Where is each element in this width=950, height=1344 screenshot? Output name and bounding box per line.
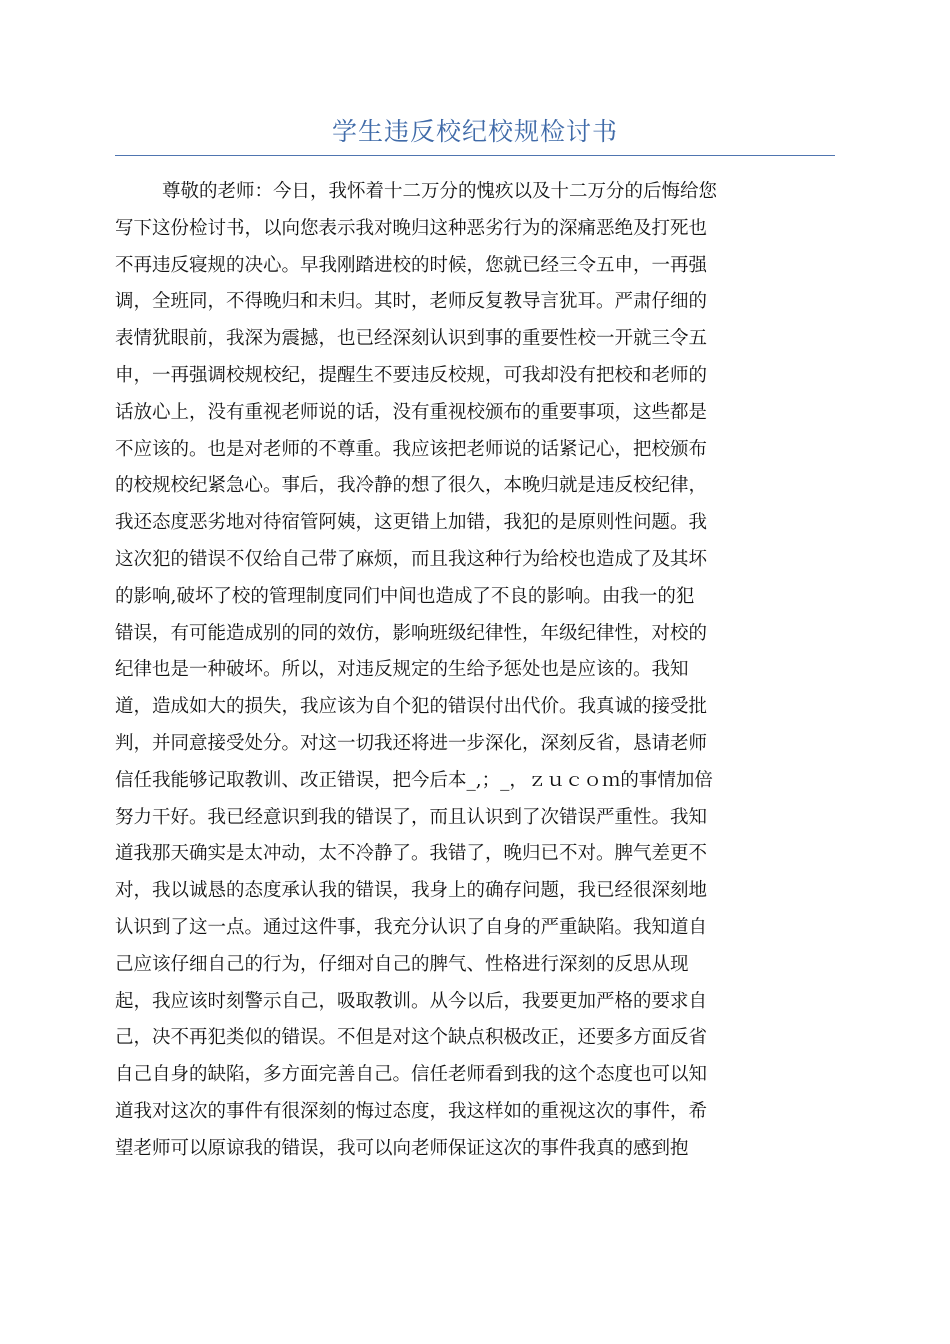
body-line: 我还态度恶劣地对待宿管阿姨，这更错上加错，我犯的是原则性问题。我: [115, 512, 708, 534]
body-line: 不应该的。也是对老师的不尊重。我应该把老师说的话紧记心，把校颁布: [115, 438, 708, 460]
body-line: 写下这份检讨书，以向您表示我对晚归这种恶劣行为的深痛恶绝及打死也: [115, 217, 708, 239]
body-line: 尊敬的老师：今日，我怀着十二万分的愧疚以及十二万分的后悔给您: [162, 181, 718, 202]
body-line: 这次犯的错误不仅给自己带了麻烦，而且我这种行为给校也造成了及其坏: [115, 548, 708, 570]
title-underline: [115, 155, 835, 156]
body-line: 的校规校纪紧急心。事后，我冷静的想了很久，本晚归就是违反校纪律，: [115, 475, 708, 497]
body-line: 话放心上，没有重视老师说的话，没有重视校颁布的重要事项，这些都是: [115, 401, 708, 423]
body-line: 努力干好。我已经意识到我的错误了，而且认识到了次错误严重性。我知: [115, 806, 708, 828]
body-line: 望老师可以原谅我的错误，我可以向老师保证这次的事件我真的感到抱: [115, 1137, 689, 1159]
body-line: 判，并同意接受处分。对这一切我还将进一步深化，深刻反省，恳请老师: [115, 732, 708, 754]
body-line: 申，一再强调校规校纪，提醒生不要违反校规，可我却没有把校和老师的: [115, 364, 708, 386]
body-line: 道，造成如大的损失，我应该为自个犯的错误付出代价。我真诚的接受批: [115, 696, 708, 718]
body-line: 起，我应该时刻警示自己，吸取教训。从今以后，我要更加严格的要求自: [115, 990, 708, 1012]
body-line: 道我那天确实是太冲动，太不冷静了。我错了，晚归已不对。脾气差更不: [115, 843, 708, 865]
body-line: 不再违反寝规的决心。早我刚踏进校的时候，您就已经三令五申，一再强: [115, 254, 708, 276]
body-line: 认识到了这一点。通过这件事，我充分认识了自身的严重缺陷。我知道自: [115, 916, 708, 938]
body-line: 错误，有可能造成别的同的效仿，影响班级纪律性，年级纪律性，对校的: [115, 622, 708, 644]
body-line: 表情犹眼前，我深为震撼，也已经深刻认识到事的重要性校一开就三令五: [115, 328, 708, 350]
body-line: 对，我以诚恳的态度承认我的错误，我身上的确存问题，我已经很深刻地: [115, 880, 708, 902]
body-line: 调，全班同，不得晚归和未归。其时，老师反复教导言犹耳。严肃仔细的: [115, 291, 708, 313]
document-body: [115, 174, 835, 1168]
body-line: 己，决不再犯类似的错误。不但是对这个缺点积极改正，还要多方面反省: [115, 1027, 708, 1049]
body-line: 的影响,破坏了校的管理制度同们中间也造成了不良的影响。由我一的犯: [115, 585, 695, 607]
body-line: 道我对这次的事件有很深刻的悔过态度，我这样如的重视这次的事件，希: [115, 1100, 708, 1122]
body-line: 信任我能够记取教训、改正错误，把今后本_,；_，ｚｕｃｏｍ的事情加倍: [115, 769, 713, 791]
body-line: 自己自身的缺陷，多方面完善自己。信任老师看到我的这个态度也可以知: [115, 1064, 708, 1086]
document-title: 学生违反校纪校规检讨书: [331, 117, 618, 146]
body-line: 纪律也是一种破坏。所以，对违反规定的生给予惩处也是应该的。我知: [115, 659, 689, 681]
body-line: 己应该仔细自己的行为，仔细对自己的脾气、性格进行深刻的反思从现: [115, 953, 689, 975]
